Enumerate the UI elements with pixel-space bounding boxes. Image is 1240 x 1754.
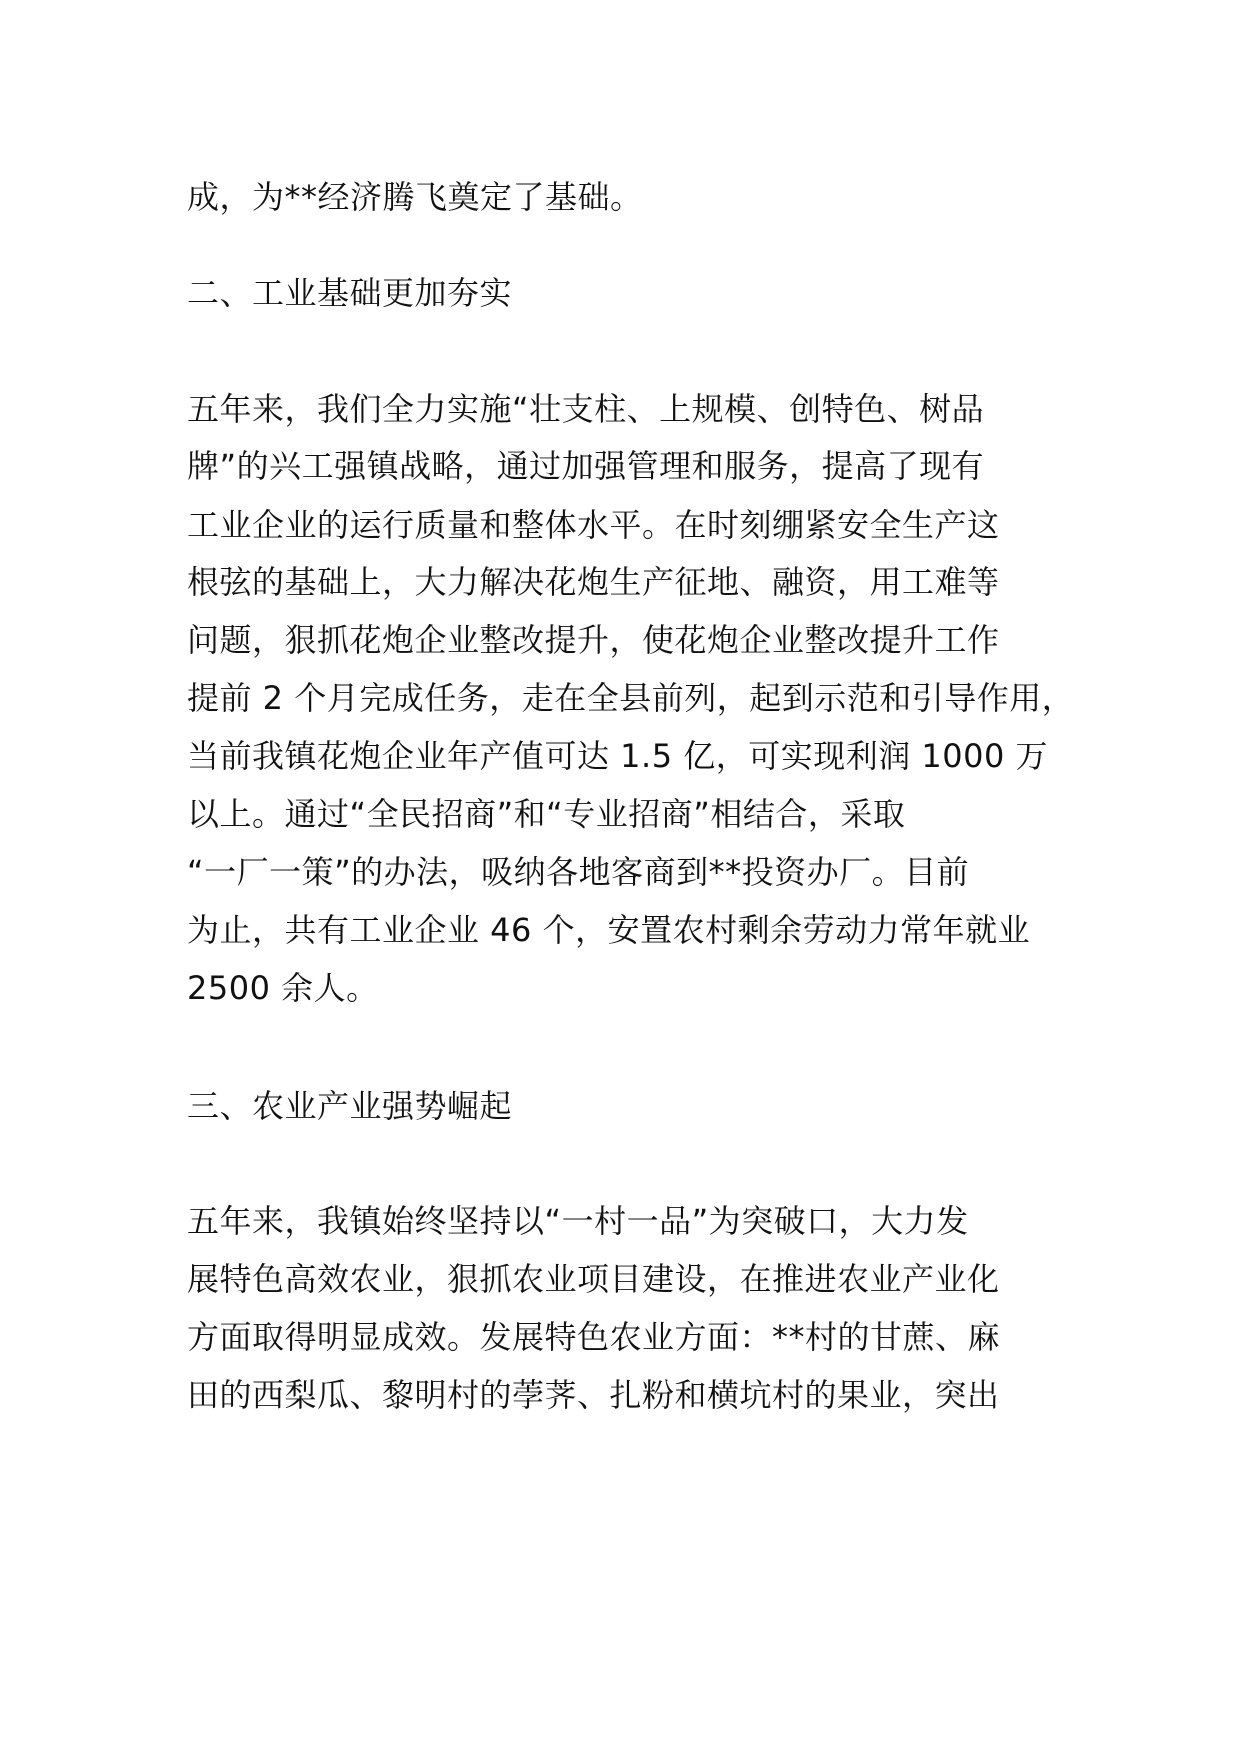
paragraph-line-2: 五年来，我们全力实施“壮支柱、上规模、创特色、树品 [187,390,985,428]
paragraph-line-9: 以上。通过“全民招商”和“专业招商”相结合，采取 [187,795,906,833]
paragraph-line-15: 方面取得明显成效。发展特色农业方面：**村的甘蔗、麻 [187,1318,1001,1356]
paragraph-line-8: 当前我镇花炮企业年产值可达 1.5 亿，可实现利润 1000 万 [187,737,1049,775]
paragraph-line-1: 成，为**经济腾飞奠定了基础。 [187,178,643,216]
paragraph-line-12: 2500 余人。 [187,969,379,1007]
paragraph-line-11: 为止，共有工业企业 46 个，安置农村剩余劳动力常年就业 [187,911,1031,949]
section-heading-industry: 二、工业基础更加夯实 [187,274,513,312]
paragraph-line-3: 牌”的兴工强镇战略，通过加强管理和服务，提高了现有 [187,447,985,485]
paragraph-line-10: “一厂一策”的办法，吸纳各地客商到**投资办厂。目前 [187,853,970,891]
paragraph-line-13: 五年来，我镇始终坚持以“一村一品”为突破口，大力发 [187,1202,969,1240]
section-heading-agriculture: 三、农业产业强势崛起 [187,1087,513,1125]
paragraph-line-14: 展特色高效农业，狠抓农业项目建设，在推进农业产业化 [187,1260,1000,1298]
paragraph-line-4: 工业企业的运行质量和整体水平。在时刻绷紧安全生产这 [187,506,1000,544]
paragraph-line-5: 根弦的基础上，大力解决花炮生产征地、融资，用工难等 [187,563,1000,601]
paragraph-line-7: 提前 2 个月完成任务，走在全县前列，起到示范和引导作用， [187,679,1075,717]
paragraph-line-6: 问题，狠抓花炮企业整改提升，使花炮企业整改提升工作 [187,621,1000,659]
paragraph-line-16: 田的西梨瓜、黎明村的荸荠、扎粉和横坑村的果业，突出 [187,1376,1000,1414]
